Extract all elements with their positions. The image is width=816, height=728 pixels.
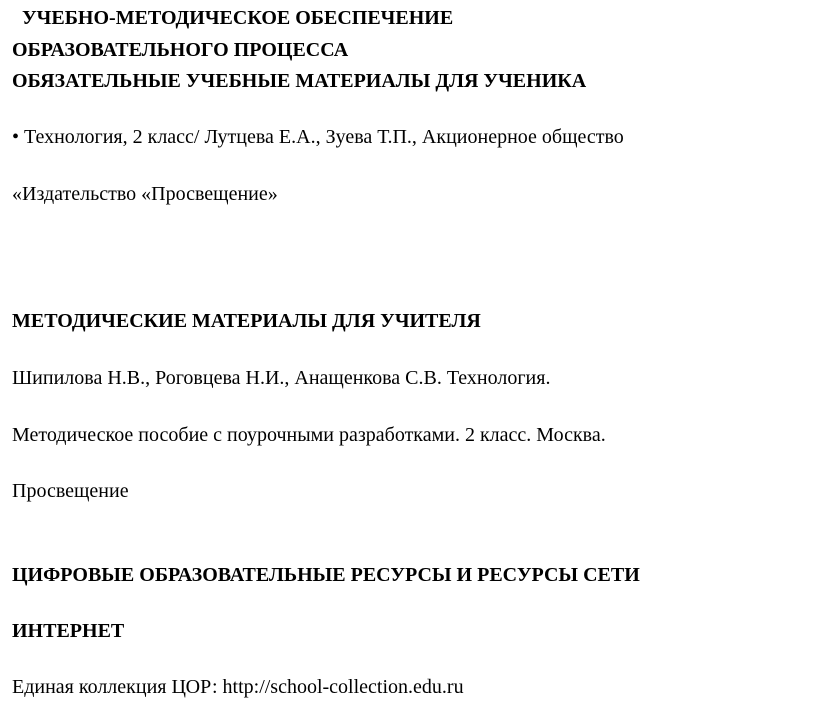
heading-line-2: ОБРАЗОВАТЕЛЬНОГО ПРОЦЕССА [12,39,349,61]
section-heading-digital-line-2: ИНТЕРНЕТ [12,620,125,642]
digital-resource-line: Единая коллекция ЦОР: http://school-collection.edu.ru [12,676,464,698]
heading-line-1: УЧЕБНО-МЕТОДИЧЕСКОЕ ОБЕСПЕЧЕНИЕ [22,7,454,29]
student-material-item-continued: «Издательство «Просвещение» [12,183,278,205]
teacher-material-line-3: Просвещение [12,480,129,502]
teacher-material-line-2: Методическое пособие с поурочными разработками. 2 класс. Москва. [12,424,606,446]
teacher-material-line-1: Шипилова Н.В., Роговцева Н.И., Анащенкова С.В. Технология. [12,367,551,389]
section-heading-student: ОБЯЗАТЕЛЬНЫЕ УЧЕБНЫЕ МАТЕРИАЛЫ ДЛЯ УЧЕНИКА [12,70,587,92]
section-heading-teacher: МЕТОДИЧЕСКИЕ МАТЕРИАЛЫ ДЛЯ УЧИТЕЛЯ [12,310,481,332]
section-heading-digital-line-1: ЦИФРОВЫЕ ОБРАЗОВАТЕЛЬНЫЕ РЕСУРСЫ И РЕСУРСЫ СЕТИ [12,564,640,586]
student-material-item: • Технология, 2 класс/ Лутцева Е.А., Зуева Т.П., Акционерное общество [12,126,624,148]
